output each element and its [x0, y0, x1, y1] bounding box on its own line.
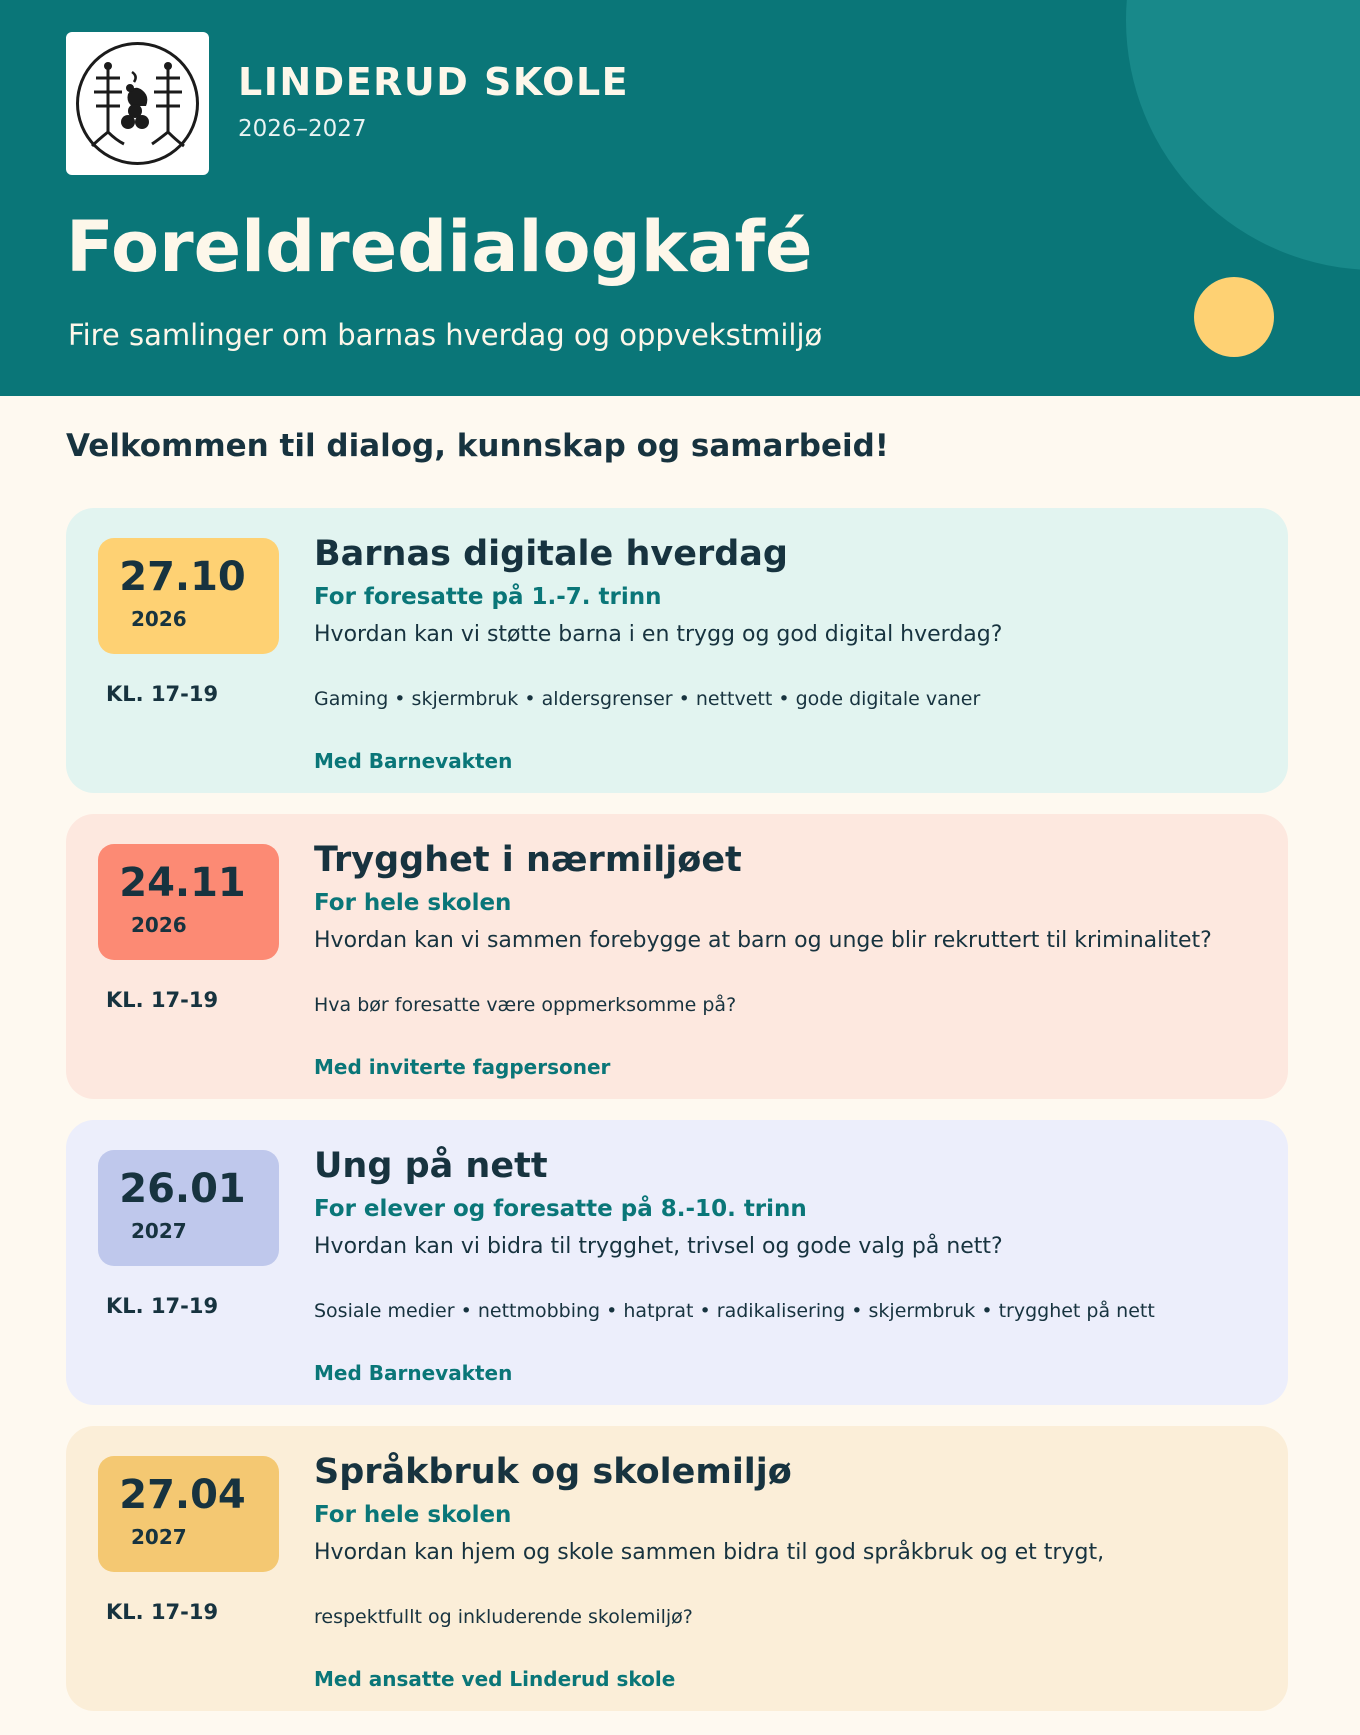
session-audience: For elever og foresatte på 8.-10. trinn [314, 1196, 807, 1222]
session-question: Hvordan kan vi bidra til trygghet, trivsel og gode valg på nett? [314, 1234, 1003, 1259]
session-year: 2026 [131, 913, 187, 937]
session-topics: Gaming • skjermbruk • aldersgrenser • nettvett • gode digitale vaner [314, 688, 981, 710]
session-date: 26.01 [119, 1166, 246, 1212]
header-banner [0, 0, 1360, 396]
session-time: KL. 17-19 [106, 988, 219, 1012]
date-badge [98, 1150, 279, 1266]
session-host: Med inviterte fagpersoner [314, 1055, 611, 1079]
school-year: 2026–2027 [238, 116, 367, 142]
session-date: 27.04 [119, 1472, 246, 1518]
page-title: Foreldredialogkafé [66, 206, 813, 288]
session-card [66, 1120, 1288, 1405]
session-topics: Sosiale medier • nettmobbing • hatprat • radikalisering • skjermbruk • trygghet på nett [314, 1300, 1155, 1322]
session-card [66, 508, 1288, 793]
session-audience: For foresatte på 1.-7. trinn [314, 584, 662, 610]
session-topics: respektfullt og inkluderende skolemiljø? [314, 1606, 693, 1628]
session-audience: For hele skolen [314, 1502, 512, 1528]
session-time: KL. 17-19 [106, 1600, 219, 1624]
session-date: 27.10 [119, 554, 246, 600]
session-question: Hvordan kan vi sammen forebygge at barn og unge blir rekruttert til kriminalitet? [314, 928, 1212, 953]
session-year: 2027 [131, 1219, 187, 1243]
session-question: Hvordan kan hjem og skole sammen bidra til god språkbruk og et trygt, [314, 1540, 1105, 1565]
session-date: 24.11 [119, 860, 246, 906]
session-year: 2027 [131, 1525, 187, 1549]
school-crest-icon [74, 40, 201, 167]
school-name: LINDERUD SKOLE [238, 60, 630, 104]
session-host: Med ansatte ved Linderud skole [314, 1667, 676, 1691]
session-time: KL. 17-19 [106, 682, 219, 706]
session-title: Trygghet i nærmiljøet [314, 840, 742, 880]
session-title: Barnas digitale hverdag [314, 534, 788, 574]
session-card [66, 814, 1288, 1099]
session-title: Språkbruk og skolemiljø [314, 1452, 792, 1492]
session-year: 2026 [131, 607, 187, 631]
session-question: Hvordan kan vi støtte barna i en trygg og god digital hverdag? [314, 622, 1003, 647]
session-host: Med Barnevakten [314, 1361, 513, 1385]
session-audience: For hele skolen [314, 890, 512, 916]
session-title: Ung på nett [314, 1146, 548, 1186]
date-badge [98, 538, 279, 654]
session-card [66, 1426, 1288, 1711]
session-time: KL. 17-19 [106, 1294, 219, 1318]
date-badge [98, 1456, 279, 1572]
session-host: Med Barnevakten [314, 749, 513, 773]
session-topics: Hva bør foresatte være oppmerksomme på? [314, 994, 737, 1016]
sun-icon [1194, 277, 1274, 357]
page-subtitle: Fire samlinger om barnas hverdag og oppvekstmiljø [68, 318, 823, 352]
school-logo [66, 32, 209, 175]
date-badge [98, 844, 279, 960]
decorative-circle [1126, 0, 1360, 270]
welcome-heading: Velkommen til dialog, kunnskap og samarbeid! [66, 428, 889, 464]
